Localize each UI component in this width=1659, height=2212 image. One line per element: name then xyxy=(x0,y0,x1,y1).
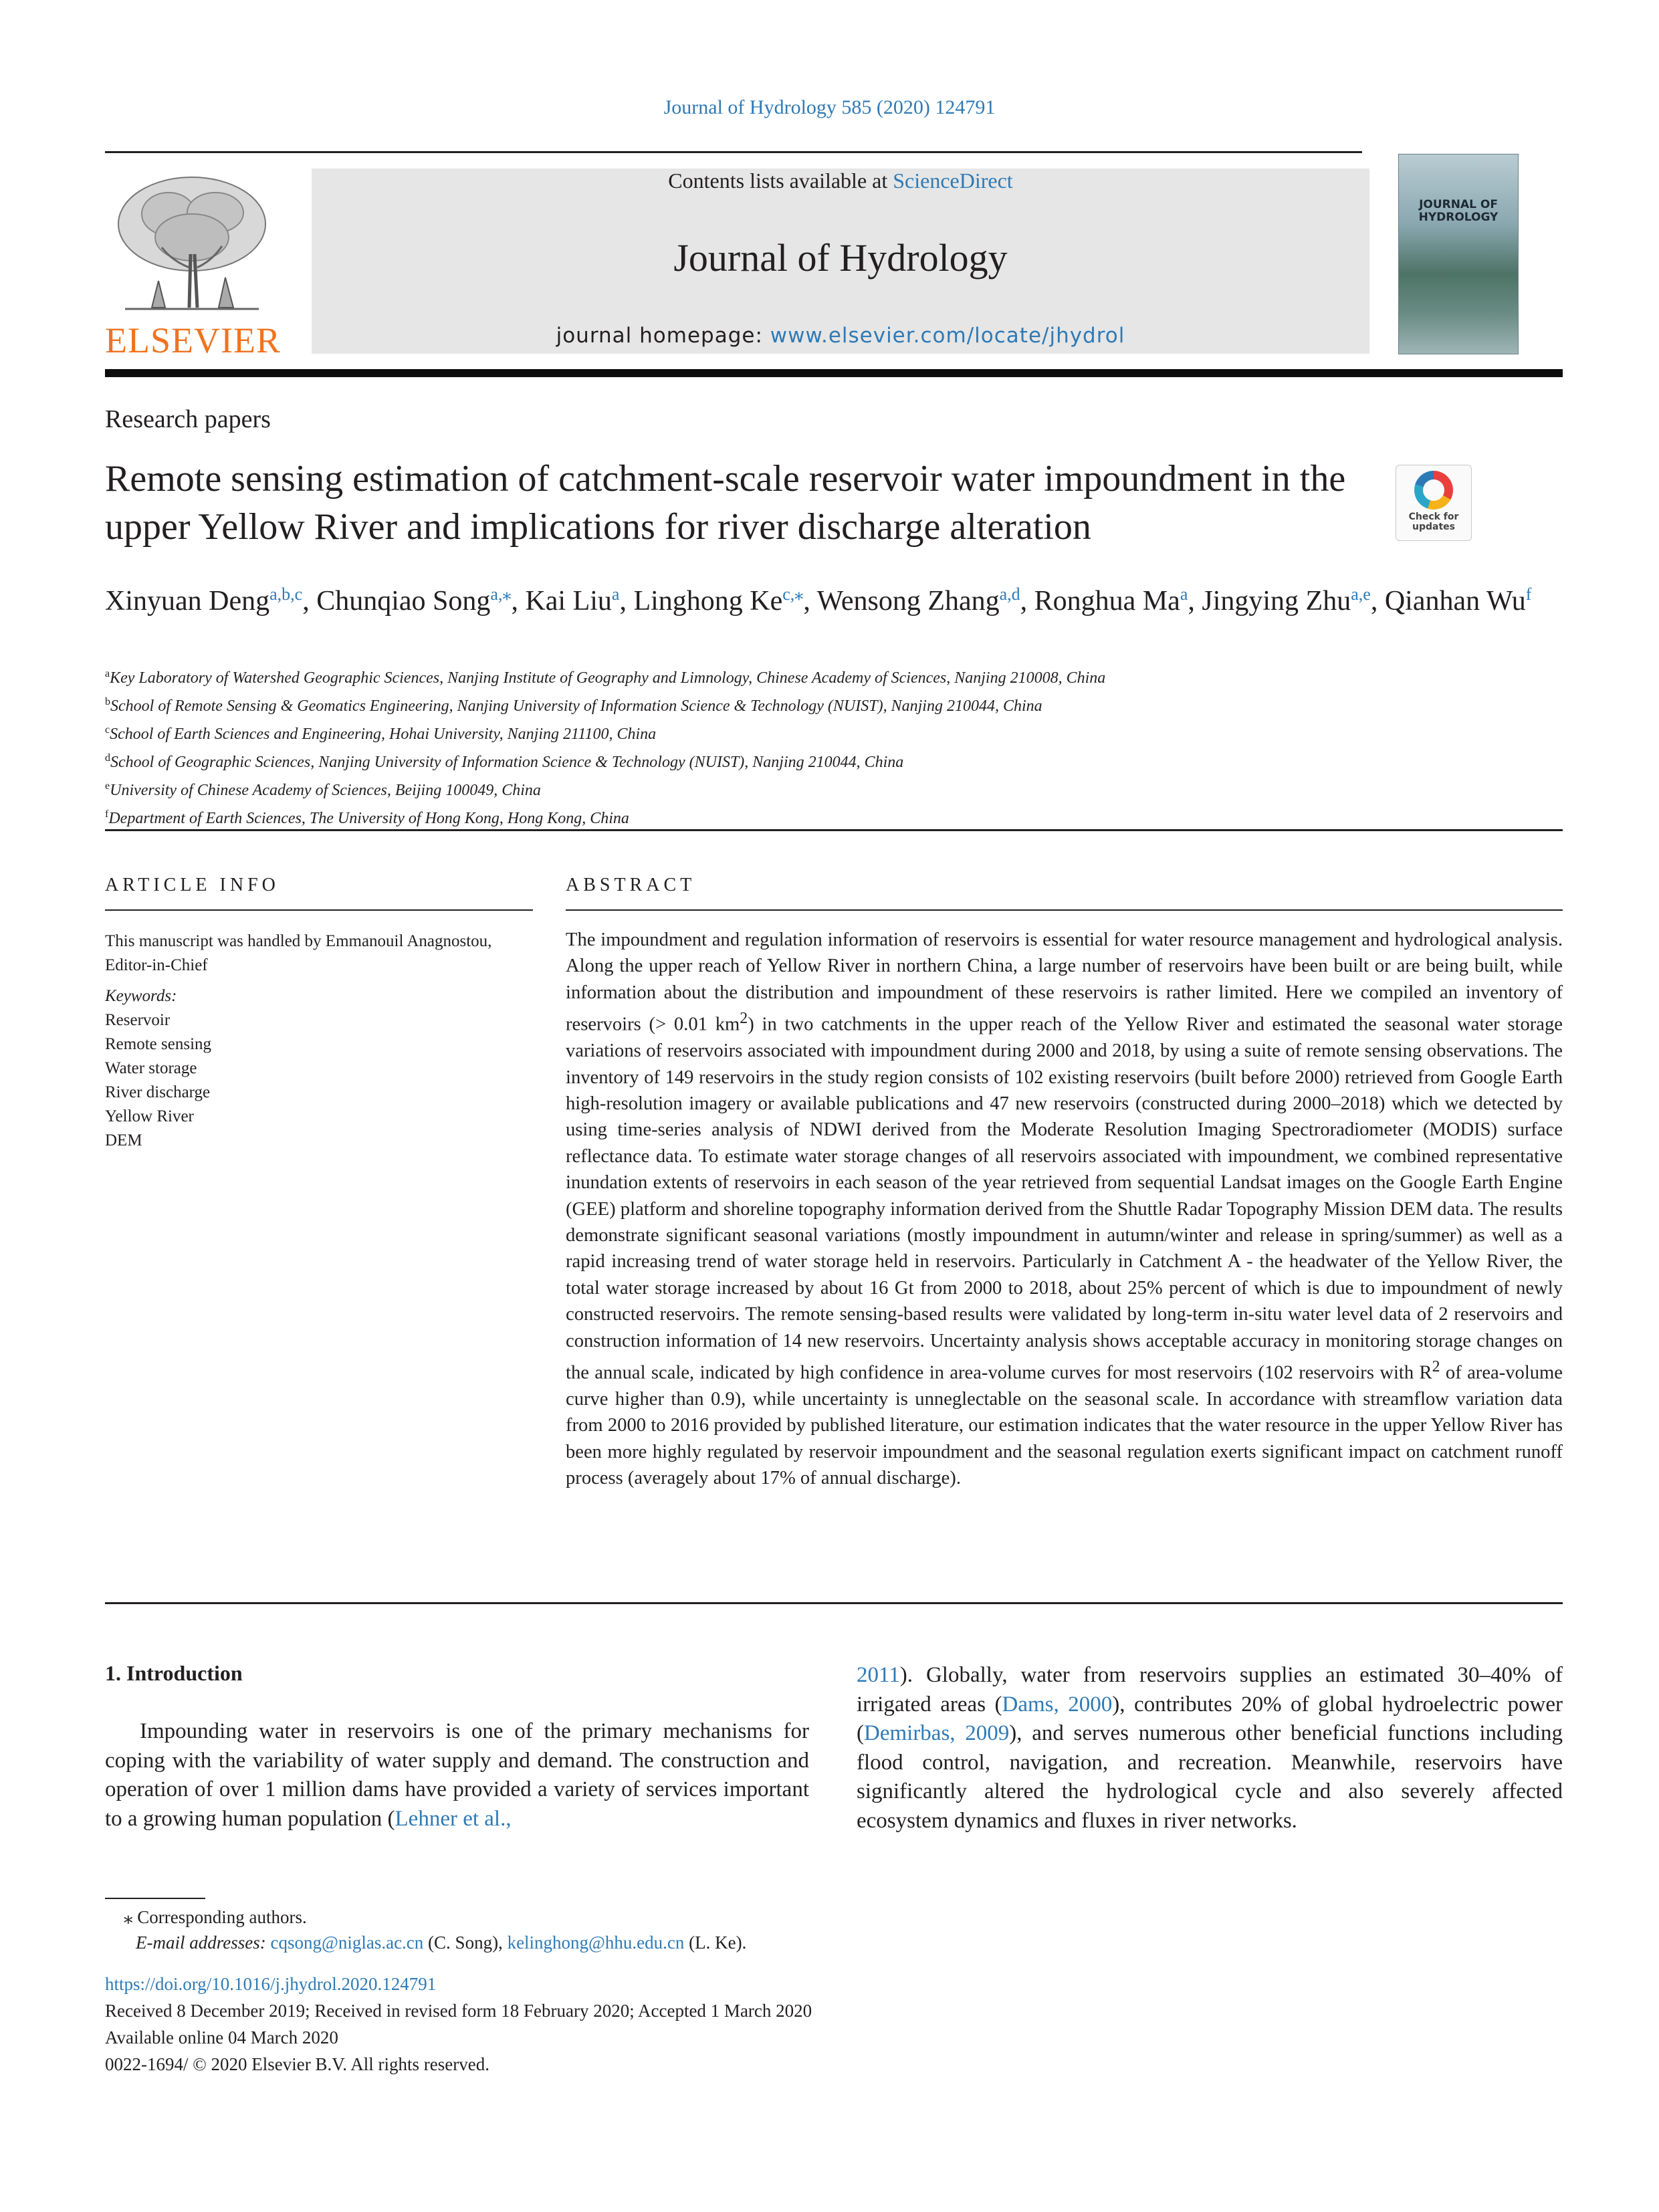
author-separator: , xyxy=(1370,586,1385,617)
journal-reference-link[interactable]: Journal of Hydrology 585 (2020) 124791 xyxy=(663,96,996,118)
affiliation-item xyxy=(105,802,1563,831)
abstract-part-1: The impoundment and regulation information of reservoirs is essential for water resource management and hydrological analysis. Along the upper reach of Yellow River in northern China, a large number of reservoirs have been built or are being built, while information about the distribution and impoundment of these reservoirs is rather limited. Here we compiled an inventory of reservoirs (> 0.01 km xyxy=(566,929,1563,1035)
email-song-name: (C. Song), xyxy=(423,1932,508,1953)
doi-link[interactable]: https://doi.org/10.1016/j.jhydrol.2020.124791 xyxy=(105,1974,437,1994)
affiliation-text: Department of Earth Sciences, The University of Hong Kong, Hong Kong, China xyxy=(108,810,629,827)
affiliation-key: f xyxy=(105,808,109,820)
citation-lehner-link[interactable]: Lehner et al., xyxy=(395,1806,512,1831)
homepage-line xyxy=(312,324,1369,348)
intro-left-text: Impounding water in reservoirs is one of the primary mechanisms for coping with the variability of water supply and demand. The construction and operation of over 1 million dams have provided a variety of services important to a growing human population ( xyxy=(105,1719,809,1831)
affiliation-item xyxy=(105,746,1563,774)
author-name[interactable]: Linghong Ke xyxy=(633,586,783,617)
homepage-prefix: journal homepage: xyxy=(556,324,770,348)
author-separator: , xyxy=(1020,586,1034,617)
affiliation-item xyxy=(105,774,1563,802)
author-name[interactable]: Qianhan Wu xyxy=(1384,586,1526,617)
author-separator: , xyxy=(619,586,634,617)
keywords-block xyxy=(105,984,533,1153)
author-name[interactable]: Kai Liu xyxy=(525,586,612,617)
author-affiliation-marker[interactable]: a,⁎ xyxy=(490,584,512,604)
section-type: Research papers xyxy=(105,405,271,433)
citation-dams-link[interactable]: Dams, 2000 xyxy=(1002,1692,1113,1717)
handled-by-note: This manuscript was handled by Emmanouil Anagnostou, Editor-in-Chief xyxy=(105,932,492,974)
received-dates: Received 8 December 2019; Received in revised form 18 February 2020; Accepted 1 March 2020 xyxy=(105,2001,812,2021)
author-separator: , xyxy=(302,586,317,617)
author-affiliation-marker[interactable]: a,b,c xyxy=(269,584,303,604)
elsevier-wordmark: ELSEVIER xyxy=(105,320,281,360)
author-separator: , xyxy=(1188,586,1202,617)
abstract-part-3: of area-volume curve higher than 0.9), while uncertainty is unneglectable on the seasonal scale. In accordance with streamflow variation data from 2000 to 2016 provided by published literature, our estimation indicates that the water resource in the upper Yellow River has been more highly regulated by reservoir impoundment and the seasonal regulation exerts significant impact on catchment runoff process (averagely about 17% of annual discharge). xyxy=(566,1362,1563,1489)
keyword-item: Reservoir xyxy=(105,1011,171,1029)
author-affiliation-marker[interactable]: a,e xyxy=(1351,584,1371,604)
keyword-item: DEM xyxy=(105,1131,142,1149)
author-affiliation-marker[interactable]: a,d xyxy=(999,584,1020,604)
abstract-text xyxy=(566,927,1563,1492)
affiliation-item xyxy=(105,662,1563,690)
author-list xyxy=(105,575,1563,621)
affiliation-text: Key Laboratory of Watershed Geographic Sciences, Nanjing Institute of Geography and Limnology, Chinese Academy of Sciences, Nanjing 210008, China xyxy=(110,669,1106,687)
email-label: E-mail addresses: xyxy=(136,1932,271,1953)
citation-demirbas-link[interactable]: Demirbas, 2009 xyxy=(864,1721,1010,1745)
author-affiliation-marker[interactable]: f xyxy=(1525,584,1532,604)
check-updates-label: Check for updates xyxy=(1408,512,1459,532)
journal-title: Journal of Hydrology xyxy=(673,236,1008,280)
email-addresses xyxy=(136,1932,746,1953)
affiliation-item xyxy=(105,690,1563,718)
available-online: Available online 04 March 2020 xyxy=(105,2027,338,2048)
affiliation-rule xyxy=(105,829,1563,831)
header-rule-top xyxy=(105,151,1362,153)
intro-right-text-2: ), contributes 20% of global hydroelectric power ( xyxy=(857,1692,1563,1745)
intro-right-column xyxy=(857,1661,1563,1836)
author-name[interactable]: Chunqiao Song xyxy=(316,586,491,617)
affiliation-text: School of Remote Sensing & Geomatics Engineering, Nanjing University of Information Science & Technology (NUIST), Nanjing 210044, China xyxy=(110,697,1042,715)
introduction-heading: 1. Introduction xyxy=(105,1661,243,1685)
author-name[interactable]: Wensong Zhang xyxy=(816,586,1000,617)
author-separator: , xyxy=(511,586,526,617)
keyword-item: Water storage xyxy=(105,1059,197,1077)
keywords-label: Keywords: xyxy=(105,987,177,1005)
cover-title: JOURNAL OF HYDROLOGY xyxy=(1418,198,1499,224)
author-affiliation-marker[interactable]: c,⁎ xyxy=(782,584,804,604)
affiliation-item xyxy=(105,718,1563,746)
affiliation-text: School of Geographic Sciences, Nanjing University of Information Science & Technology (NUIST), Nanjing 210044, China xyxy=(110,754,904,771)
author-name[interactable]: Xinyuan Deng xyxy=(105,586,270,617)
affiliation-list xyxy=(105,662,1563,831)
journal-cover-image[interactable] xyxy=(1398,154,1519,354)
email-song-link[interactable]: cqsong@niglas.ac.cn xyxy=(270,1932,424,1953)
intro-left-column xyxy=(105,1717,809,1834)
citation-2011-link[interactable]: 2011 xyxy=(857,1663,900,1687)
intro-right-text-3: ), and serves numerous other beneficial functions including flood control, navigation, and recreation. Meanwhile, reservoirs have significantly altered the hydrological cycle and also severely affected ecosystem dynamics and fluxes in river networks. xyxy=(857,1721,1563,1833)
email-ke-link[interactable]: kelinghong@hhu.edu.cn xyxy=(507,1932,685,1953)
journal-banner xyxy=(312,169,1369,354)
abstract-heading: ABSTRACT xyxy=(566,875,696,895)
homepage-link[interactable]: www.elsevier.com/locate/jhydrol xyxy=(770,324,1125,348)
keyword-list xyxy=(105,1008,533,1153)
email-ke-name: (L. Ke). xyxy=(684,1932,747,1953)
author-name[interactable]: Ronghua Ma xyxy=(1034,586,1180,617)
affiliation-key: d xyxy=(105,752,110,764)
copyright-line: 0022-1694/ © 2020 Elsevier B.V. All rights reserved. xyxy=(105,2054,489,2074)
check-for-updates-button[interactable] xyxy=(1396,465,1472,541)
elsevier-logo xyxy=(105,167,279,361)
affiliation-key: e xyxy=(105,780,110,792)
affiliation-text: University of Chinese Academy of Sciences, Beijing 100049, China xyxy=(110,782,541,799)
keyword-item: Remote sensing xyxy=(105,1035,212,1053)
corresponding-note: ⁎ Corresponding authors. xyxy=(124,1907,307,1927)
contents-line xyxy=(312,169,1369,193)
sciencedirect-link[interactable]: ScienceDirect xyxy=(893,169,1013,193)
abstract-sup-2: 2 xyxy=(1432,1358,1440,1376)
author-separator: , xyxy=(803,586,817,617)
keyword-item: Yellow River xyxy=(105,1107,194,1125)
intro-right-text-1: ). Globally, water from reservoirs supplies an estimated 30–40% of irrigated areas ( xyxy=(857,1663,1563,1717)
contents-prefix: Contents lists available at xyxy=(668,169,893,193)
affiliation-key: c xyxy=(105,724,110,736)
check-updates-icon xyxy=(1414,471,1453,510)
abstract-bottom-rule xyxy=(105,1602,1563,1604)
affiliation-text: School of Earth Sciences and Engineering, Hohai University, Nanjing 211100, China xyxy=(110,726,657,743)
keyword-item: River discharge xyxy=(105,1083,211,1101)
article-title: Remote sensing estimation of catchment-scale reservoir water impoundment in the upper Yellow River and implications for river discharge alteration xyxy=(105,458,1346,548)
header-rule-thick xyxy=(105,369,1563,377)
author-affiliation-marker[interactable]: a xyxy=(611,584,620,604)
footnote-rule xyxy=(105,1898,205,1899)
abstract-part-2: ) in two catchments in the upper reach of the Yellow River and estimated the seasonal water storage variations of reservoirs associated with impoundment during 2000 and 2018, by using a suite of remote sensing observations. The inventory of 149 reservoirs in the study region consists of 102 existing reservoirs (built before 2000) retrieved from Google Earth high-resolution imagery or available publications and 47 new reservoirs (constructed during 2000–2018) which we detected by using time-series analysis of NDWI derived from the Moderate Resolution Imaging Spectroradiometer (MODIS) surface reflectance data. To estimate water storage changes of all reservoirs associated with impoundment, we combined representative inundation extents of reservoirs in each season of the year retrieved from sequential Landsat images on the Google Earth Engine (GEE) platform and shoreline topography information derived from the Shuttle Radar Topography Mission DEM data. The results demonstrate significant seasonal variations (mostly impoundment in autumn/winter and release in spring/summer) as well as a rapid increasing trend of water storage held in reservoirs. Particularly in Catchment A - the headwater of the Yellow River, the total water storage increased by about 16 Gt from 2000 to 2018, about 25% percent of which is due to impoundment of newly constructed reservoirs. The remote sensing-based results were validated by long-term in-situ water level data of 2 reservoirs and construction information of 14 new reservoirs. Uncertainty analysis shows acceptable accuracy in monitoring storage changes on the annual scale, indicated by high confidence in area-volume curves for most reservoirs (102 reservoirs with R xyxy=(566,1014,1563,1384)
affiliation-key: b xyxy=(105,696,110,707)
article-info-rule xyxy=(105,909,533,911)
elsevier-tree-icon xyxy=(105,167,279,321)
abstract-sup-1: 2 xyxy=(740,1010,748,1028)
abstract-rule xyxy=(566,909,1563,911)
affiliation-key: a xyxy=(105,668,110,679)
article-info-heading: ARTICLE INFO xyxy=(105,875,280,895)
author-name[interactable]: Jingying Zhu xyxy=(1202,586,1351,617)
author-affiliation-marker[interactable]: a xyxy=(1180,584,1188,604)
